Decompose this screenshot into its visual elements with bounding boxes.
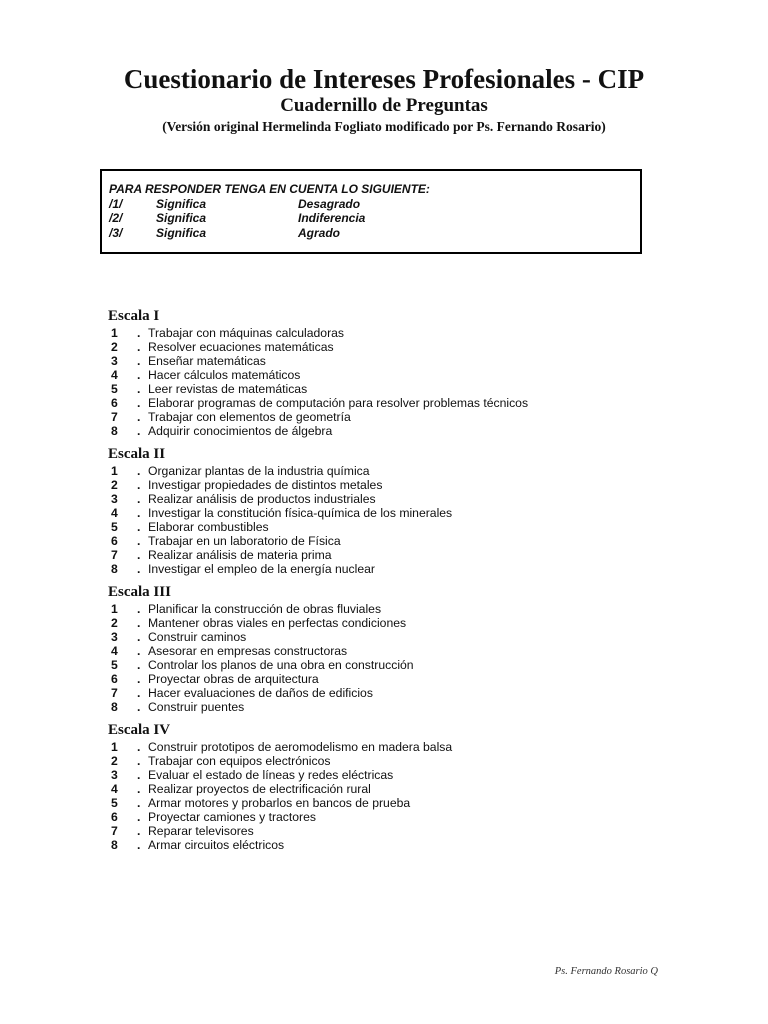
question-text: Elaborar programas de computación para resolver problemas técnicos (148, 396, 529, 410)
question-text: Investigar el empleo de la energía nuclear (148, 562, 375, 576)
document-subtitle: Cuadernillo de Preguntas (280, 95, 488, 116)
question-bullet: . (137, 754, 141, 768)
question-item (108, 810, 728, 824)
question-bullet: . (137, 616, 141, 630)
question-bullet: . (137, 478, 141, 492)
question-text: Asesorar en empresas constructoras (148, 644, 348, 658)
question-item (108, 644, 728, 658)
question-number: 1 (111, 326, 118, 340)
question-number: 4 (111, 368, 118, 382)
question-item (108, 672, 728, 686)
question-item (108, 602, 728, 616)
question-item (108, 616, 728, 630)
question-number: 2 (111, 616, 118, 630)
question-number: 8 (111, 838, 118, 852)
question-number: 8 (111, 562, 118, 576)
question-item (108, 700, 728, 714)
question-item (108, 382, 728, 396)
scale-section (108, 445, 728, 576)
question-text: Construir puentes (148, 700, 245, 714)
instruction-row (109, 226, 640, 241)
question-number: 3 (111, 630, 118, 644)
question-number: 7 (111, 824, 118, 838)
scale-title: Escala III (108, 584, 171, 600)
question-number: 1 (111, 464, 118, 478)
question-text: Realizar análisis de materia prima (148, 548, 332, 562)
scale-title: Escala I (108, 308, 160, 324)
question-number: 6 (111, 534, 118, 548)
instruction-word: Significa (156, 225, 207, 240)
question-text: Resolver ecuaciones matemáticas (148, 340, 334, 354)
question-bullet: . (137, 672, 141, 686)
question-bullet: . (137, 520, 141, 534)
instruction-code: /1/ (109, 196, 123, 211)
question-text: Realizar proyectos de electrificación rural (148, 782, 371, 796)
question-text: Leer revistas de matemáticas (148, 382, 308, 396)
question-number: 5 (111, 796, 118, 810)
question-number: 2 (111, 340, 118, 354)
instruction-meaning: Agrado (298, 225, 340, 240)
question-number: 6 (111, 396, 118, 410)
question-bullet: . (137, 602, 141, 616)
question-text: Trabajar con máquinas calculadoras (148, 326, 345, 340)
question-text: Construir caminos (148, 630, 247, 644)
question-bullet: . (137, 326, 141, 340)
question-number: 3 (111, 768, 118, 782)
question-text: Proyectar obras de arquitectura (148, 672, 319, 686)
question-item (108, 534, 728, 548)
question-text: Evaluar el estado de líneas y redes eléctricas (148, 768, 394, 782)
question-number: 4 (111, 644, 118, 658)
question-item (108, 368, 728, 382)
instruction-meaning: Desagrado (298, 196, 361, 211)
question-text: Hacer evaluaciones de daños de edificios (148, 686, 373, 700)
footer-author: Ps. Fernando Rosario Q (554, 966, 658, 977)
instruction-meaning: Indiferencia (298, 211, 366, 225)
question-item (108, 354, 728, 368)
question-text: Investigar la constitución física-química de los minerales (148, 506, 453, 520)
question-number: 7 (111, 548, 118, 562)
instruction-row (109, 211, 640, 226)
question-text: Planificar la construcción de obras fluviales (148, 602, 382, 616)
question-bullet: . (137, 658, 141, 672)
question-item (108, 686, 728, 700)
question-number: 4 (111, 782, 118, 796)
question-bullet: . (137, 796, 141, 810)
question-bullet: . (137, 534, 141, 548)
question-item (108, 410, 728, 424)
question-bullet: . (137, 340, 141, 354)
question-item (108, 520, 728, 534)
question-item (108, 492, 728, 506)
question-item (108, 740, 728, 754)
instructions-heading: PARA RESPONDER TENGA EN CUENTA LO SIGUIENTE: (109, 182, 430, 196)
question-item (108, 768, 728, 782)
question-bullet: . (137, 824, 141, 838)
question-item (108, 340, 728, 354)
question-item (108, 754, 728, 768)
question-bullet: . (137, 368, 141, 382)
question-bullet: . (137, 630, 141, 644)
instruction-code: /2/ (109, 211, 123, 225)
instruction-word: Significa (156, 196, 207, 211)
question-number: 5 (111, 658, 118, 672)
question-number: 2 (111, 478, 118, 492)
question-number: 1 (111, 602, 118, 616)
document-credit: (Versión original Hermelinda Fogliato modificado por Ps. Fernando Rosario) (162, 119, 606, 134)
question-text: Mantener obras viales en perfectas condiciones (148, 616, 407, 630)
scale-title: Escala II (108, 446, 166, 462)
question-bullet: . (137, 768, 141, 782)
question-bullet: . (137, 382, 141, 396)
question-number: 7 (111, 686, 118, 700)
question-item (108, 548, 728, 562)
scale-section (108, 307, 728, 438)
question-item (108, 424, 728, 438)
question-text: Enseñar matemáticas (148, 354, 266, 368)
question-bullet: . (137, 700, 141, 714)
question-text: Reparar televisores (148, 824, 254, 838)
question-text: Construir prototipos de aeromodelismo en madera balsa (148, 740, 453, 754)
instruction-code: /3/ (109, 225, 123, 240)
question-item (108, 478, 728, 492)
question-number: 4 (111, 506, 118, 520)
question-text: Trabajar en un laboratorio de Física (148, 534, 341, 548)
question-bullet: . (137, 740, 141, 754)
question-item (108, 396, 728, 410)
question-item (108, 796, 728, 810)
question-bullet: . (137, 562, 141, 576)
question-item (108, 824, 728, 838)
question-bullet: . (137, 354, 141, 368)
question-text: Hacer cálculos matemáticos (148, 368, 301, 382)
question-text: Elaborar combustibles (148, 520, 269, 534)
question-number: 6 (111, 810, 118, 824)
question-bullet: . (137, 464, 141, 478)
question-number: 8 (111, 424, 118, 438)
question-number: 8 (111, 700, 118, 714)
question-text: Armar circuitos eléctricos (148, 838, 285, 852)
document-title: Cuestionario de Intereses Profesionales - CIP (123, 64, 645, 94)
question-bullet: . (137, 410, 141, 424)
question-text: Organizar plantas de la industria química (148, 464, 370, 478)
question-text: Realizar análisis de productos industriales (148, 492, 376, 506)
question-text: Trabajar con elementos de geometría (148, 410, 351, 424)
question-item (108, 562, 728, 576)
question-number: 3 (111, 492, 118, 506)
question-text: Armar motores y probarlos en bancos de prueba (148, 796, 411, 810)
scale-title: Escala IV (108, 722, 171, 738)
question-item (108, 782, 728, 796)
question-bullet: . (137, 506, 141, 520)
question-item (108, 658, 728, 672)
question-text: Controlar los planos de una obra en construcción (148, 658, 414, 672)
question-bullet: . (137, 782, 141, 796)
question-bullet: . (137, 644, 141, 658)
question-number: 5 (111, 520, 118, 534)
document-header (0, 64, 768, 136)
question-item (108, 326, 728, 340)
question-number: 1 (111, 740, 118, 754)
question-item (108, 464, 728, 478)
question-bullet: . (137, 838, 141, 852)
question-number: 2 (111, 754, 118, 768)
instruction-word: Significa (156, 211, 207, 225)
scale-section (108, 721, 728, 852)
question-number: 5 (111, 382, 118, 396)
question-bullet: . (137, 810, 141, 824)
question-text: Adquirir conocimientos de álgebra (148, 424, 333, 438)
question-bullet: . (137, 548, 141, 562)
question-text: Trabajar con equipos electrónicos (148, 754, 331, 768)
instructions-box (100, 169, 642, 254)
question-item (108, 838, 728, 852)
question-item (108, 506, 728, 520)
question-bullet: . (137, 492, 141, 506)
question-text: Investigar propiedades de distintos metales (148, 478, 383, 492)
question-item (108, 630, 728, 644)
scale-section (108, 583, 728, 714)
question-number: 3 (111, 354, 118, 368)
instruction-row (109, 197, 640, 212)
question-bullet: . (137, 686, 141, 700)
question-bullet: . (137, 424, 141, 438)
question-bullet: . (137, 396, 141, 410)
question-number: 6 (111, 672, 118, 686)
question-text: Proyectar camiones y tractores (148, 810, 316, 824)
question-number: 7 (111, 410, 118, 424)
scales-list (108, 307, 728, 859)
